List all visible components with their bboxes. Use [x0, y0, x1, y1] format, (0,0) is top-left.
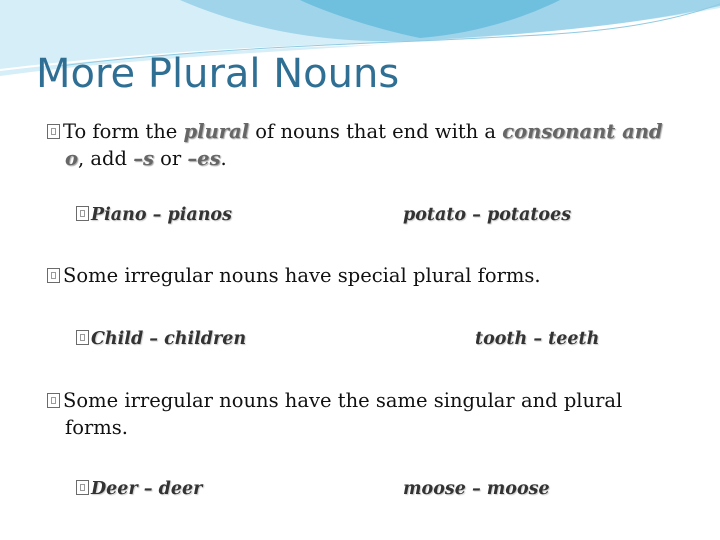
bullet1-keyword-consonant-and-o: consonant and o [65, 120, 663, 170]
bullet-glyph-icon [76, 480, 89, 495]
example2-right-text: tooth – teeth [475, 329, 600, 349]
bullet1-text-1: To form the [63, 120, 184, 143]
slide-title: More Plural Nouns [36, 51, 400, 97]
bullet1-text-3: , add [78, 147, 134, 170]
bullet2-text: Some irregular nouns have special plural forms. [63, 264, 541, 287]
bullet-glyph-icon [76, 206, 89, 221]
bullet-irregular-same [47, 387, 687, 441]
example2-left-text: Child – children [91, 329, 247, 349]
bullet-plural-rule [47, 118, 687, 172]
bullet1-text-2: of nouns that end with a [249, 120, 503, 143]
bullet1-text-4: or [153, 147, 188, 170]
example-piano [76, 203, 232, 227]
example-child [76, 327, 246, 351]
example-moose [403, 477, 550, 501]
bullet-glyph-icon [47, 393, 60, 408]
example3-right-text: moose – moose [403, 479, 550, 499]
bullet1-keyword-plural: plural [183, 120, 250, 143]
bullet-glyph-icon [47, 124, 60, 139]
example1-right-text: potato – potatoes [403, 205, 572, 225]
example-potato [403, 203, 571, 227]
example1-left-text: Piano – pianos [91, 205, 232, 225]
bullet1-keyword-es: –es [187, 147, 221, 170]
bullet-glyph-icon [76, 330, 89, 345]
bullet1-text-5: . [220, 147, 227, 170]
example3-left-text: Deer – deer [91, 479, 203, 499]
bullet3-text: Some irregular nouns have the same singular and plural forms. [63, 389, 623, 439]
bullet-irregular-special [47, 262, 687, 289]
example-tooth [475, 327, 599, 351]
bullet-glyph-icon [47, 268, 60, 283]
bullet1-keyword-s: –s [133, 147, 154, 170]
example-deer [76, 477, 202, 501]
